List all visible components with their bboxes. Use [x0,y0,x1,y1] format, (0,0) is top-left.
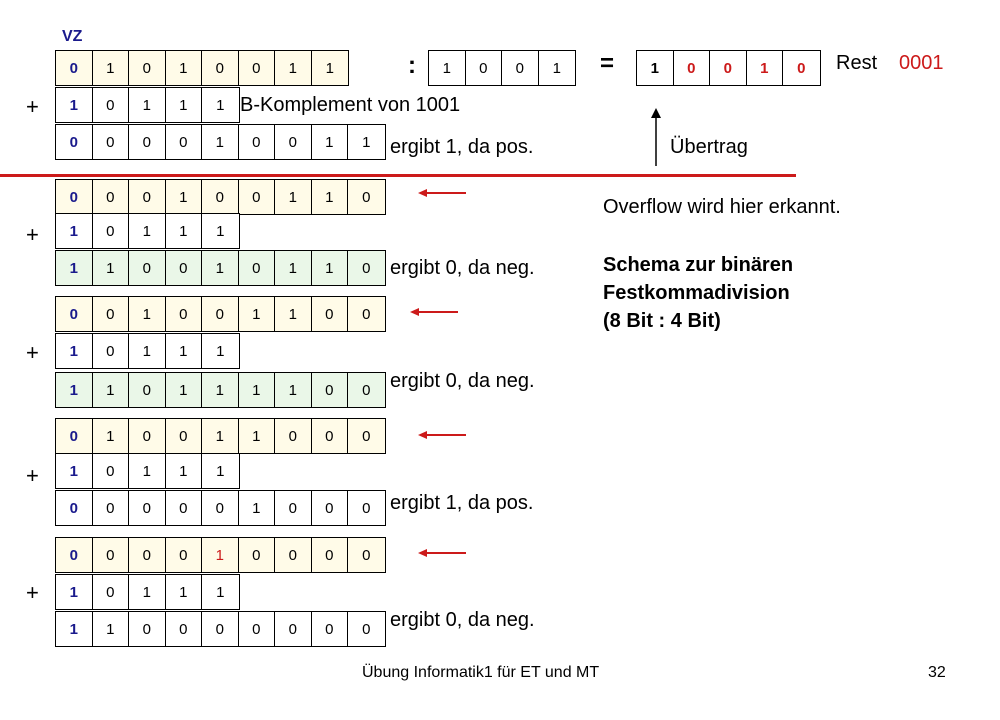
bit-cell: 0 [275,125,312,159]
bit-cell: 0 [93,297,130,331]
bit-cell: 1 [202,373,239,407]
bit-cell: 1 [166,180,203,214]
bit-cell: 1 [129,214,166,248]
complement-label: B-Komplement von 1001 [240,94,461,116]
bit-cell: 0 [502,51,539,85]
bit-cell: 0 [275,538,312,572]
bit-cell: 1 [93,612,130,646]
plus-sign: + [26,463,39,488]
page-number: 32 [928,664,946,681]
step-comment: ergibt 0, da neg. [390,257,535,279]
bit-cell: 0 [93,180,130,214]
bit-cell: 1 [325,59,334,77]
bit-cell: 0 [239,251,276,285]
shifted-register [55,537,386,573]
addend-register [55,213,240,249]
bit-cell: 1 [239,373,276,407]
bit-cell: 1 [129,454,166,488]
bit-cell: 0 [202,180,239,214]
bit-cell: 1 [129,575,166,609]
bit-cell: 1 [166,51,203,85]
bit-cell: 0 [275,612,312,646]
step-comment: ergibt 1, da pos. [390,136,534,158]
bit-cell: 0 [362,499,371,517]
bit-cell: 0 [166,612,203,646]
bit-cell: 1 [216,462,225,480]
bit-cell: 1 [166,454,203,488]
bit-cell: 1 [93,419,130,453]
step-comment: ergibt 0, da neg. [390,370,535,392]
equals-operator: = [600,50,615,77]
result-register [55,124,386,160]
bit-cell: 0 [129,180,166,214]
footer-title: Übung Informatik1 für ET und MT [362,664,600,681]
bit-cell: 1 [166,373,203,407]
bit-cell: 0 [275,419,312,453]
bit-cell: 0 [93,334,130,368]
bit-cell: 0 [312,419,349,453]
bit-cell: 1 [429,51,466,85]
bit-cell: 1 [56,334,93,368]
bit-cell: 0 [93,491,130,525]
overflow-separator-line [0,174,796,177]
bit-cell: 1 [202,251,239,285]
bit-cell: 1 [93,51,130,85]
vz-label: VZ [62,28,83,45]
bit-cell: 0 [202,491,239,525]
bit-cell: 0 [312,538,349,572]
shifted-register [55,179,386,215]
bit-cell: 0 [239,180,276,214]
bit-cell: 0 [710,51,747,85]
schema-title-line2: Festkommadivision [603,282,790,304]
bit-cell: 0 [56,538,93,572]
bit-cell: 0 [312,297,349,331]
shift-arrow-icon [418,548,466,558]
bit-cell: 1 [362,133,371,151]
addend-register [55,87,240,123]
bit-cell: 0 [202,297,239,331]
bit-cell: 1 [166,88,203,122]
bit-cell: 1 [312,251,349,285]
bit-cell: 0 [166,125,203,159]
bit-cell: 0 [362,188,371,206]
plus-sign: + [26,94,39,119]
rest-value: 0001 [899,52,944,74]
bit-cell: 1 [166,334,203,368]
bit-cell: 1 [166,575,203,609]
bit-cell: 0 [129,419,166,453]
bit-cell: 0 [56,125,93,159]
bit-cell: 0 [362,620,371,638]
bit-cell: 1 [637,51,674,85]
bit-cell: 0 [56,491,93,525]
bit-cell: 0 [362,546,371,564]
bit-cell: 0 [129,538,166,572]
shift-arrow-icon [410,307,458,317]
shifted-register [55,296,386,332]
quotient-register [636,50,821,86]
bit-cell: 0 [674,51,711,85]
bit-cell: 1 [56,214,93,248]
bit-cell: 0 [797,59,806,77]
bit-cell: 0 [93,575,130,609]
plus-sign: + [26,340,39,365]
bit-cell: 0 [362,427,371,445]
divide-operator: : [408,52,416,79]
dividend-register [55,50,349,86]
bit-cell: 0 [56,297,93,331]
bit-cell: 0 [312,612,349,646]
addend-register [55,453,240,489]
bit-cell: 1 [166,214,203,248]
bit-cell: 0 [312,491,349,525]
shifted-register [55,418,386,454]
bit-cell: 1 [56,612,93,646]
bit-cell: 1 [56,251,93,285]
result-register [55,372,386,408]
bit-cell: 0 [129,125,166,159]
bit-cell: 0 [166,297,203,331]
bit-cell: 1 [275,180,312,214]
bit-cell: 1 [275,51,312,85]
bit-cell: 1 [93,251,130,285]
bit-cell: 1 [216,342,225,360]
plus-sign: + [26,580,39,605]
bit-cell: 0 [239,51,276,85]
bit-cell: 1 [202,125,239,159]
bit-cell: 0 [56,51,93,85]
result-register [55,611,386,647]
bit-cell: 0 [239,538,276,572]
bit-cell: 0 [166,538,203,572]
bit-cell: 0 [129,251,166,285]
bit-cell: 1 [56,373,93,407]
bit-cell: 0 [93,88,130,122]
bit-cell: 0 [166,251,203,285]
schema-title-line1: Schema zur binären [603,254,794,276]
bit-cell: 0 [166,491,203,525]
bit-cell: 1 [239,297,276,331]
bit-cell: 1 [202,419,239,453]
carry-label: Übertrag [670,136,748,158]
bit-cell: 1 [216,583,225,601]
bit-cell: 0 [362,381,371,399]
addend-register [55,574,240,610]
bit-cell: 0 [466,51,503,85]
bit-cell: 1 [275,251,312,285]
bit-cell: 1 [93,373,130,407]
bit-cell: 0 [93,454,130,488]
bit-cell: 0 [129,51,166,85]
bit-cell: 1 [129,88,166,122]
bit-cell: 0 [312,373,349,407]
shift-arrow-icon [418,188,466,198]
step-comment: ergibt 0, da neg. [390,609,535,631]
bit-cell: 0 [129,373,166,407]
carry-arrow-icon [648,108,664,168]
bit-cell: 0 [93,214,130,248]
overflow-note: Overflow wird hier erkannt. [603,196,841,218]
bit-cell: 1 [56,575,93,609]
bit-cell: 1 [239,419,276,453]
bit-cell: 1 [312,180,349,214]
bit-cell: 1 [56,88,93,122]
bit-cell: 1 [552,59,561,77]
bit-cell: 0 [56,419,93,453]
bit-cell: 1 [216,96,225,114]
bit-cell: 0 [93,125,130,159]
rest-label: Rest [836,52,878,74]
bit-cell: 1 [275,373,312,407]
bit-cell: 0 [239,612,276,646]
bit-cell: 1 [747,51,784,85]
step-comment: ergibt 1, da pos. [390,492,534,514]
bit-cell: 0 [239,125,276,159]
bit-cell: 0 [362,305,371,323]
bit-cell: 1 [312,125,349,159]
addend-register [55,333,240,369]
bit-cell: 1 [239,491,276,525]
result-register [55,250,386,286]
bit-cell: 1 [216,222,225,240]
bit-cell: 0 [202,51,239,85]
bit-cell: 0 [129,491,166,525]
bit-cell: 1 [56,454,93,488]
bit-cell: 1 [275,297,312,331]
bit-cell: 1 [129,297,166,331]
bit-cell: 0 [93,538,130,572]
bit-cell: 0 [56,180,93,214]
bit-cell: 0 [166,419,203,453]
divisor-register [428,50,576,86]
schema-title-line3: (8 Bit : 4 Bit) [603,310,721,332]
bit-cell: 0 [275,491,312,525]
bit-cell: 1 [129,334,166,368]
bit-cell: 0 [362,259,371,277]
result-register [55,490,386,526]
plus-sign: + [26,222,39,247]
bit-cell: 1 [202,538,239,572]
shift-arrow-icon [418,430,466,440]
bit-cell: 0 [129,612,166,646]
bit-cell: 0 [202,612,239,646]
